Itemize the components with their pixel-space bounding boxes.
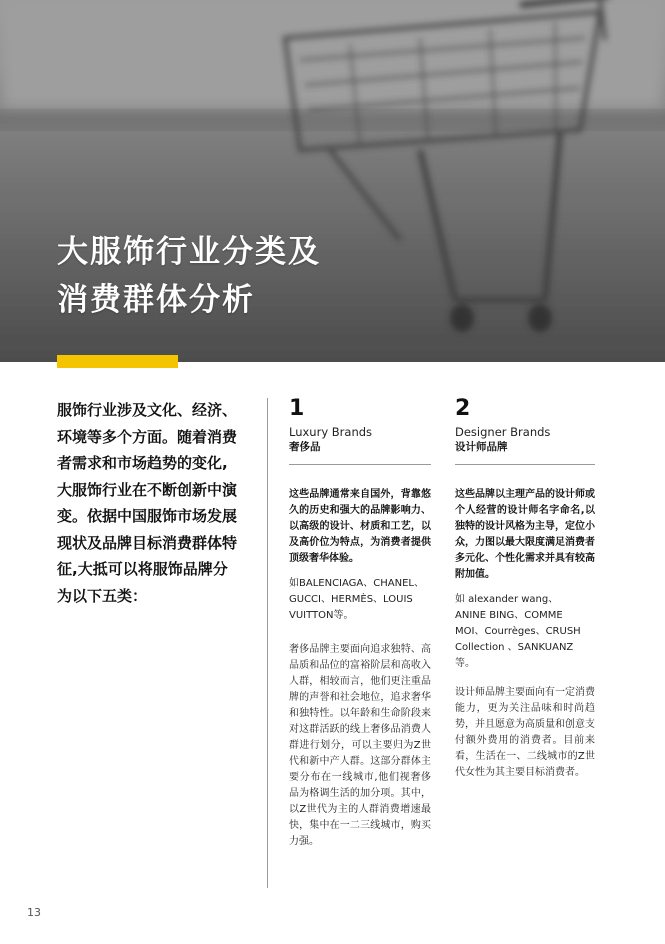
category-number: 1 xyxy=(289,396,305,421)
category-divider xyxy=(289,464,431,465)
category-name-en: Designer Brands xyxy=(455,425,551,439)
hero-image xyxy=(0,0,665,362)
category-description: 这些品牌以主理产品的设计师或个人经营的设计师名字命名,以独特的设计风格为主导，定位小众，力图以最大限度满足消费者多元化、个性化需求并具有较高附加值。 xyxy=(455,489,595,580)
intro-text: 服饰行业涉及文化、经济、环境等多个方面。随着消费者需求和市场趋势的变化,大服饰行业在不断创新中演变。依据中国服饰市场发展现状及品牌目标消费群体特征,大抵可以将服饰品牌分为以下五类： xyxy=(57,401,238,605)
accent-bar xyxy=(57,355,178,368)
category-description: 这些品牌通常来自国外，背靠悠久的历史和强大的品牌影响力、以高级的设计、材质和工艺，以及高价位为特点，为消费者提供顶级奢华体验。 xyxy=(289,489,431,564)
category-consumer-analysis: 设计师品牌主要面向有一定消费能力，更为关注品味和时尚趋势，并且愿意为高质量和创意支付额外费用的消费者。目前来看，生活在一、二线城市的Z世代女性为其主要目标消费者。 xyxy=(455,687,595,778)
category-column-designer xyxy=(455,396,595,778)
category-name-en: Luxury Brands xyxy=(289,425,373,439)
category-number: 2 xyxy=(455,396,471,421)
column-divider-line xyxy=(267,398,268,888)
category-column-luxury xyxy=(289,396,431,847)
category-name-cn: 奢侈品 xyxy=(289,441,321,453)
category-brand-examples: 如BALENCIAGA、CHANEL、GUCCI、HERMÈS、LOUIS VUITTON等。 xyxy=(289,578,424,621)
page-title-line-2: 消费群体分析 xyxy=(57,282,255,318)
category-name-cn: 设计师品牌 xyxy=(455,441,508,453)
category-brand-examples: 如 alexander wang、ANINE BING、COMME MOI、Courrèges、CRUSH Collection 、SANKUANZ等。 xyxy=(455,594,581,669)
category-consumer-analysis: 奢侈品牌主要面向追求独特、高品质和品位的富裕阶层和高收入人群，相较而言，他们更注重品牌的声誉和社会地位，追求奢华和独特性。以年龄和生命阶段来对这群活跃的线上奢侈品消费人群进行划分，可以主要归为Z世代和新中产人群。这部分群体主要分布在一线城市,他们视奢侈品为格调生活的加分项。其中，以Z世代为主的人群消费增速最快，集中在一二三线城市，购买力强。 xyxy=(289,644,431,847)
category-divider xyxy=(455,464,595,465)
page-title-line-1: 大服饰行业分类及 xyxy=(57,234,321,270)
page-title xyxy=(57,228,321,324)
page-number: 13 xyxy=(27,906,41,919)
